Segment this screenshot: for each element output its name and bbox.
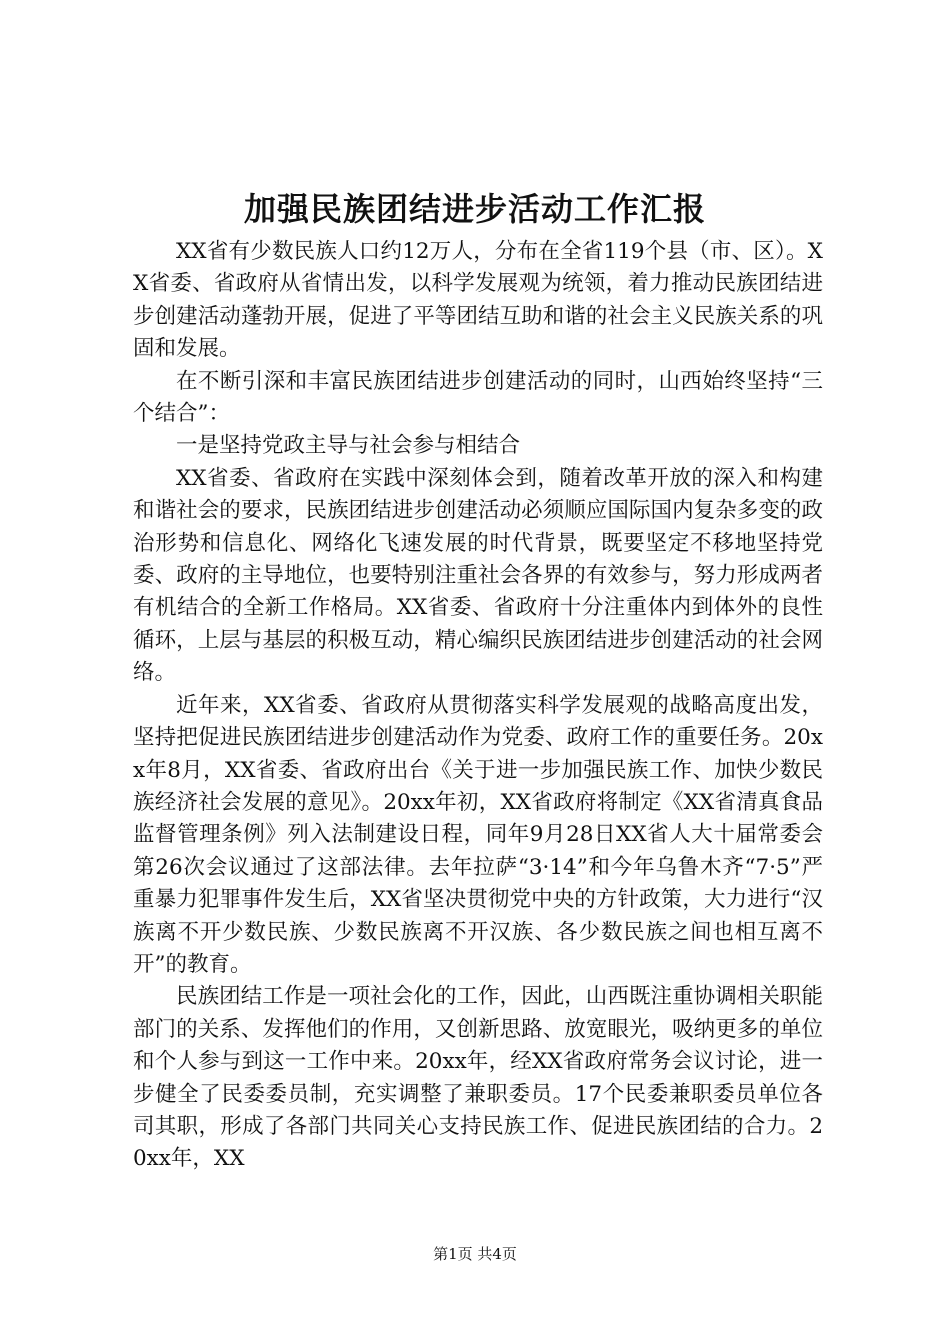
document-title: 加强民族团结进步活动工作汇报 (243, 190, 706, 228)
paragraph-intro: XX省有少数民族人口约12万人，分布在全省119个县（市、区）。XX省委、省政府从省情出发，以科学发展观为统领，着力推动民族团结进步创建活动蓬勃开展，促进了平等团结互助和谐的社会主义民族关系的巩固和发展。 (133, 239, 823, 362)
section-heading-1: 一是坚持党政主导与社会参与相结合 (176, 433, 521, 459)
paragraph-recent-years: 近年来，XX省委、省政府从贯彻落实科学发展观的战略高度出发，坚持把促进民族团结进步创建活动作为党委、政府工作的重要任务。20xx年8月，XX省委、省政府出台《关于进一步加强民族工作、加快少数民族经济社会发展的意见》。20xx年初，XX省政府将制定《XX省清真食品监督管理条例》列入法制建设日程，同年9月28日XX省人大十届常委会第26次会议通过了这部法律。去年拉萨“3·14”和今年乌鲁木齐“7·5”严重暴力犯罪事件发生后，XX省坚决贯彻党中央的方针政策，大力进行“汉族离不开少数民族、少数民族离不开汉族、各少数民族之间也相互离不开”的教育。 (133, 692, 823, 977)
document-body (133, 236, 823, 1176)
paragraph-social-work: 民族团结工作是一项社会化的工作，因此，山西既注重协调相关职能部门的关系、发挥他们的作用，又创新思路、放宽眼光，吸纳更多的单位和个人参与到这一工作中来。20xx年，经XX省政府常务会议讨论，进一步健全了民委委员制，充实调整了兼职委员。17个民委兼职委员单位各司其职，形成了各部门共同关心支持民族工作、促进民族团结的合力。20xx年，XX (133, 984, 823, 1172)
paragraph-party-leadership: XX省委、省政府在实践中深刻体会到，随着改革开放的深入和构建和谐社会的要求，民族团结进步创建活动必须顺应国际国内复杂多变的政治形势和信息化、网络化飞速发展的时代背景，既要坚定不移地坚持党委、政府的主导地位，也要特别注重社会各界的有效参与，努力形成两者有机结合的全新工作格局。XX省委、省政府十分注重体内到体外的良性循环，上层与基层的积极互动，精心编织民族团结进步创建活动的社会网络。 (133, 465, 823, 686)
page-footer: 第1页 共4页 (433, 1245, 517, 1263)
paragraph-three-combinations: 在不断引深和丰富民族团结进步创建活动的同时，山西始终坚持“三个结合”： (133, 368, 823, 427)
